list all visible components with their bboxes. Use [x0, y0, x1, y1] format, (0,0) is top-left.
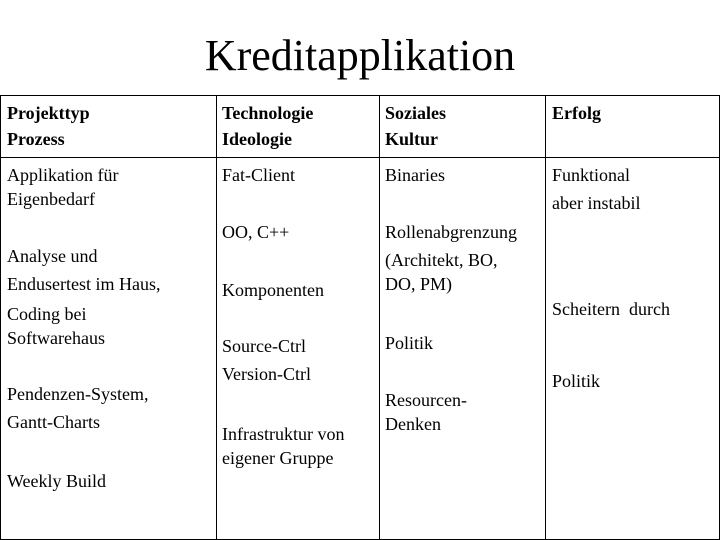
header-soziales-line1: Soziales: [385, 103, 446, 123]
col1-analyse-block: [7, 242, 160, 350]
col4-text-line: Scheitern durch: [552, 299, 670, 319]
header-prozess-line2: Prozess: [7, 129, 65, 149]
col3-text-line: Politik: [385, 333, 434, 353]
col4-text-line: Funktional: [552, 165, 631, 185]
col2-oo-cpp: [222, 220, 289, 244]
col2-text-line: eigener Gruppe: [222, 448, 334, 468]
col1-text-line: Endusertest im Haus,: [7, 274, 161, 294]
col2-text-line: Fat-Client: [222, 165, 295, 185]
col2-infrastruktur-block: [222, 422, 344, 470]
header-ideologie-line2: Ideologie: [222, 129, 292, 149]
header-projekttyp: [7, 100, 90, 152]
col3-text-line: (Architekt, BO,: [385, 250, 498, 270]
col2-source-ctrl-block: [222, 332, 311, 388]
col3-politik: [385, 331, 433, 355]
col1-text-line: Gantt-Charts: [7, 412, 100, 432]
column-divider-1: [216, 95, 217, 540]
col2-text-line: Source-Ctrl: [222, 336, 306, 356]
col4-text-line: aber instabil: [552, 193, 641, 213]
column-divider-2: [379, 95, 380, 540]
col1-applikation-block: [7, 163, 118, 211]
table-top-border: [0, 95, 720, 96]
col4-scheitern-block: [552, 249, 670, 441]
col2-text-line: Infrastruktur von: [222, 424, 345, 444]
col1-text-line: Applikation für: [7, 165, 119, 185]
col1-text-line: Softwarehaus: [7, 328, 105, 348]
col1-text-line: Analyse und: [7, 246, 98, 266]
col3-text-line: Rollenabgrenzung: [385, 222, 517, 242]
col1-text-line: Weekly Build: [7, 471, 107, 491]
col2-text-line: Version-Ctrl: [222, 364, 311, 384]
col4-text-line: Politik: [552, 371, 601, 391]
col1-text-line: Coding bei: [7, 304, 87, 324]
header-soziales: [385, 100, 446, 152]
col3-text-line: Resourcen-: [385, 390, 467, 410]
col1-weekly-build: [7, 469, 106, 493]
table-left-border: [0, 95, 1, 540]
col3-text-line: DO, PM): [385, 274, 453, 294]
col4-funktional-block: [552, 161, 640, 217]
col3-resourcen-block: [385, 388, 467, 436]
slide-title: Kreditapplikation: [204, 31, 516, 80]
header-erfolg-line1: Erfolg: [552, 103, 601, 123]
col1-text-line: Pendenzen-System,: [7, 384, 149, 404]
header-kultur-line2: Kultur: [385, 129, 439, 149]
header-projekttyp-line1: Projekttyp: [7, 103, 90, 123]
col3-text-line: Binaries: [385, 165, 445, 185]
header-erfolg: [552, 100, 601, 126]
col1-text-line: Eigenbedarf: [7, 189, 95, 209]
col1-pendenzen-block: [7, 380, 148, 436]
header-separator: [0, 157, 720, 158]
col3-rollenabgrenzung-block: [385, 218, 517, 294]
col2-komponenten: [222, 278, 324, 302]
col3-text-line: Denken: [385, 414, 441, 434]
header-technologie: [222, 100, 313, 152]
col2-text-line: OO, C++: [222, 222, 290, 242]
col2-fat-client: [222, 163, 295, 187]
col2-text-line: Komponenten: [222, 280, 324, 300]
col3-binaries: [385, 163, 445, 187]
header-technologie-line1: Technologie: [222, 103, 314, 123]
column-divider-3: [545, 95, 546, 540]
